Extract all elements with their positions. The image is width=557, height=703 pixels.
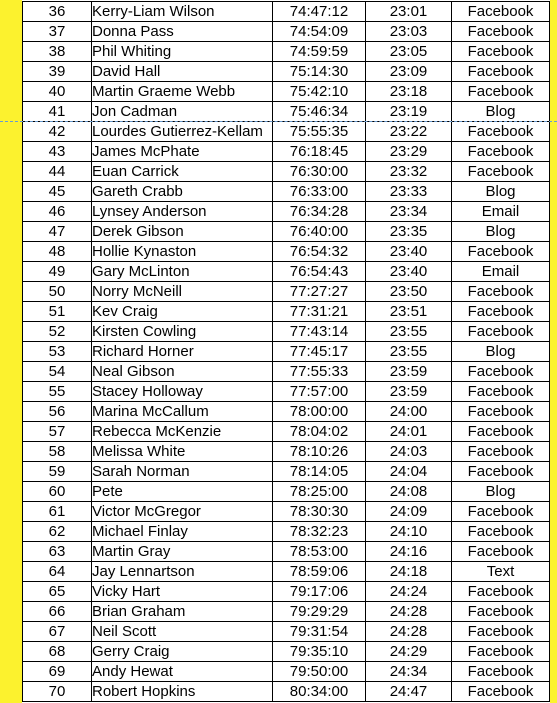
position-cell: 56 [23, 402, 92, 422]
table-row [23, 382, 550, 402]
finish-time-cell: 78:10:26 [273, 442, 366, 462]
source-cell: Facebook [452, 142, 550, 162]
finish-time-cell: 74:54:09 [273, 22, 366, 42]
finish-time-cell: 77:31:21 [273, 302, 366, 322]
pace-cell: 24:28 [366, 602, 452, 622]
source-cell: Facebook [452, 662, 550, 682]
name-cell: Gareth Crabb [92, 182, 273, 202]
pace-cell: 24:34 [366, 662, 452, 682]
pace-cell: 24:28 [366, 622, 452, 642]
name-cell: Vicky Hart [92, 582, 273, 602]
name-cell: James McPhate [92, 142, 273, 162]
source-cell: Facebook [452, 582, 550, 602]
source-cell: Facebook [452, 642, 550, 662]
table-row [23, 442, 550, 462]
table-row [23, 622, 550, 642]
source-cell: Facebook [452, 42, 550, 62]
name-cell: Melissa White [92, 442, 273, 462]
name-cell: Stacey Holloway [92, 382, 273, 402]
position-cell: 43 [23, 142, 92, 162]
finish-time-cell: 77:27:27 [273, 282, 366, 302]
source-cell: Blog [452, 102, 550, 122]
finish-time-cell: 74:47:12 [273, 2, 366, 22]
name-cell: Victor McGregor [92, 502, 273, 522]
pace-cell: 24:16 [366, 542, 452, 562]
finish-time-cell: 75:42:10 [273, 82, 366, 102]
source-cell: Facebook [452, 442, 550, 462]
name-cell: Robert Hopkins [92, 682, 273, 702]
pace-cell: 23:59 [366, 382, 452, 402]
position-cell: 59 [23, 462, 92, 482]
source-cell: Blog [452, 182, 550, 202]
right-yellow-band [550, 0, 557, 703]
name-cell: Richard Horner [92, 342, 273, 362]
finish-time-cell: 78:53:00 [273, 542, 366, 562]
position-cell: 53 [23, 342, 92, 362]
name-cell: David Hall [92, 62, 273, 82]
name-cell: Norry McNeill [92, 282, 273, 302]
source-cell: Facebook [452, 622, 550, 642]
source-cell: Facebook [452, 462, 550, 482]
position-cell: 52 [23, 322, 92, 342]
name-cell: Pete [92, 482, 273, 502]
name-cell: Jay Lennartson [92, 562, 273, 582]
table-row [23, 2, 550, 22]
position-cell: 47 [23, 222, 92, 242]
finish-time-cell: 77:45:17 [273, 342, 366, 362]
finish-time-cell: 76:34:28 [273, 202, 366, 222]
pace-cell: 23:34 [366, 202, 452, 222]
finish-time-cell: 76:54:32 [273, 242, 366, 262]
source-cell: Facebook [452, 362, 550, 382]
source-cell: Blog [452, 222, 550, 242]
position-cell: 45 [23, 182, 92, 202]
source-cell: Facebook [452, 682, 550, 702]
table-row [23, 602, 550, 622]
pace-cell: 24:08 [366, 482, 452, 502]
name-cell: Neal Gibson [92, 362, 273, 382]
pace-cell: 24:24 [366, 582, 452, 602]
name-cell: Gerry Craig [92, 642, 273, 662]
table-row [23, 242, 550, 262]
finish-time-cell: 76:30:00 [273, 162, 366, 182]
position-cell: 44 [23, 162, 92, 182]
table-row [23, 582, 550, 602]
table-row [23, 182, 550, 202]
finish-time-cell: 75:55:35 [273, 122, 366, 142]
name-cell: Jon Cadman [92, 102, 273, 122]
position-cell: 41 [23, 102, 92, 122]
pace-cell: 23:51 [366, 302, 452, 322]
source-cell: Facebook [452, 162, 550, 182]
results-table [22, 1, 550, 702]
source-cell: Facebook [452, 62, 550, 82]
pace-cell: 24:04 [366, 462, 452, 482]
position-cell: 50 [23, 282, 92, 302]
finish-time-cell: 78:59:06 [273, 562, 366, 582]
pace-cell: 23:59 [366, 362, 452, 382]
table-row [23, 282, 550, 302]
position-cell: 70 [23, 682, 92, 702]
pace-cell: 24:09 [366, 502, 452, 522]
name-cell: Lourdes Gutierrez-Kellam [92, 122, 273, 142]
finish-time-cell: 79:50:00 [273, 662, 366, 682]
position-cell: 38 [23, 42, 92, 62]
finish-time-cell: 76:33:00 [273, 182, 366, 202]
table-row [23, 362, 550, 382]
source-cell: Facebook [452, 242, 550, 262]
name-cell: Rebecca McKenzie [92, 422, 273, 442]
name-cell: Michael Finlay [92, 522, 273, 542]
table-row [23, 62, 550, 82]
results-table-body [23, 2, 550, 702]
position-cell: 42 [23, 122, 92, 142]
position-cell: 62 [23, 522, 92, 542]
name-cell: Sarah Norman [92, 462, 273, 482]
table-row [23, 222, 550, 242]
source-cell: Facebook [452, 542, 550, 562]
position-cell: 40 [23, 82, 92, 102]
position-cell: 48 [23, 242, 92, 262]
position-cell: 64 [23, 562, 92, 582]
source-cell: Facebook [452, 502, 550, 522]
source-cell: Email [452, 202, 550, 222]
finish-time-cell: 74:59:59 [273, 42, 366, 62]
table-row [23, 642, 550, 662]
table-row [23, 302, 550, 322]
position-cell: 37 [23, 22, 92, 42]
finish-time-cell: 79:29:29 [273, 602, 366, 622]
pace-cell: 23:40 [366, 242, 452, 262]
name-cell: Andy Hewat [92, 662, 273, 682]
finish-time-cell: 78:04:02 [273, 422, 366, 442]
finish-time-cell: 80:34:00 [273, 682, 366, 702]
finish-time-cell: 75:46:34 [273, 102, 366, 122]
table-row [23, 662, 550, 682]
position-cell: 60 [23, 482, 92, 502]
table-row [23, 102, 550, 122]
table-row [23, 322, 550, 342]
name-cell: Euan Carrick [92, 162, 273, 182]
pace-cell: 23:55 [366, 342, 452, 362]
pace-cell: 23:35 [366, 222, 452, 242]
name-cell: Brian Graham [92, 602, 273, 622]
name-cell: Gary McLinton [92, 262, 273, 282]
pace-cell: 23:05 [366, 42, 452, 62]
source-cell: Blog [452, 482, 550, 502]
table-row [23, 262, 550, 282]
name-cell: Derek Gibson [92, 222, 273, 242]
pace-cell: 24:47 [366, 682, 452, 702]
pace-cell: 24:18 [366, 562, 452, 582]
source-cell: Email [452, 262, 550, 282]
finish-time-cell: 79:31:54 [273, 622, 366, 642]
table-row [23, 502, 550, 522]
name-cell: Marina McCallum [92, 402, 273, 422]
left-yellow-band [0, 0, 22, 703]
table-row [23, 202, 550, 222]
position-cell: 68 [23, 642, 92, 662]
pace-cell: 23:32 [366, 162, 452, 182]
source-cell: Facebook [452, 522, 550, 542]
pace-cell: 23:09 [366, 62, 452, 82]
source-cell: Facebook [452, 22, 550, 42]
source-cell: Facebook [452, 302, 550, 322]
position-cell: 46 [23, 202, 92, 222]
source-cell: Facebook [452, 82, 550, 102]
position-cell: 54 [23, 362, 92, 382]
name-cell: Lynsey Anderson [92, 202, 273, 222]
name-cell: Kerry-Liam Wilson [92, 2, 273, 22]
pace-cell: 23:18 [366, 82, 452, 102]
position-cell: 51 [23, 302, 92, 322]
pace-cell: 23:33 [366, 182, 452, 202]
finish-time-cell: 77:43:14 [273, 322, 366, 342]
name-cell: Kev Craig [92, 302, 273, 322]
pace-cell: 23:22 [366, 122, 452, 142]
pace-cell: 23:01 [366, 2, 452, 22]
table-row [23, 522, 550, 542]
table-row [23, 162, 550, 182]
position-cell: 69 [23, 662, 92, 682]
table-row [23, 482, 550, 502]
source-cell: Facebook [452, 602, 550, 622]
position-cell: 63 [23, 542, 92, 562]
source-cell: Facebook [452, 382, 550, 402]
position-cell: 39 [23, 62, 92, 82]
pace-cell: 23:03 [366, 22, 452, 42]
source-cell: Facebook [452, 122, 550, 142]
table-row [23, 342, 550, 362]
source-cell: Text [452, 562, 550, 582]
source-cell: Facebook [452, 322, 550, 342]
page-break-line [0, 121, 557, 122]
finish-time-cell: 79:35:10 [273, 642, 366, 662]
table-row [23, 422, 550, 442]
finish-time-cell: 78:00:00 [273, 402, 366, 422]
name-cell: Martin Graeme Webb [92, 82, 273, 102]
finish-time-cell: 78:14:05 [273, 462, 366, 482]
pace-cell: 23:19 [366, 102, 452, 122]
name-cell: Kirsten Cowling [92, 322, 273, 342]
position-cell: 66 [23, 602, 92, 622]
table-row [23, 402, 550, 422]
pace-cell: 24:29 [366, 642, 452, 662]
position-cell: 58 [23, 442, 92, 462]
name-cell: Martin Gray [92, 542, 273, 562]
table-row [23, 22, 550, 42]
pace-cell: 23:40 [366, 262, 452, 282]
source-cell: Blog [452, 342, 550, 362]
finish-time-cell: 78:32:23 [273, 522, 366, 542]
pace-cell: 23:29 [366, 142, 452, 162]
finish-time-cell: 75:14:30 [273, 62, 366, 82]
position-cell: 49 [23, 262, 92, 282]
pace-cell: 23:50 [366, 282, 452, 302]
finish-time-cell: 77:57:00 [273, 382, 366, 402]
finish-time-cell: 78:25:00 [273, 482, 366, 502]
name-cell: Hollie Kynaston [92, 242, 273, 262]
pace-cell: 23:55 [366, 322, 452, 342]
position-cell: 67 [23, 622, 92, 642]
finish-time-cell: 77:55:33 [273, 362, 366, 382]
pace-cell: 24:03 [366, 442, 452, 462]
position-cell: 36 [23, 2, 92, 22]
pace-cell: 24:01 [366, 422, 452, 442]
source-cell: Facebook [452, 422, 550, 442]
position-cell: 61 [23, 502, 92, 522]
table-row [23, 542, 550, 562]
table-row [23, 122, 550, 142]
table-row [23, 142, 550, 162]
table-row [23, 82, 550, 102]
name-cell: Donna Pass [92, 22, 273, 42]
finish-time-cell: 76:40:00 [273, 222, 366, 242]
table-row [23, 462, 550, 482]
source-cell: Facebook [452, 282, 550, 302]
position-cell: 55 [23, 382, 92, 402]
table-row [23, 682, 550, 702]
table-row [23, 562, 550, 582]
position-cell: 57 [23, 422, 92, 442]
pace-cell: 24:00 [366, 402, 452, 422]
name-cell: Phil Whiting [92, 42, 273, 62]
finish-time-cell: 79:17:06 [273, 582, 366, 602]
position-cell: 65 [23, 582, 92, 602]
table-row [23, 42, 550, 62]
pace-cell: 24:10 [366, 522, 452, 542]
source-cell: Facebook [452, 2, 550, 22]
finish-time-cell: 76:54:43 [273, 262, 366, 282]
source-cell: Facebook [452, 402, 550, 422]
finish-time-cell: 76:18:45 [273, 142, 366, 162]
finish-time-cell: 78:30:30 [273, 502, 366, 522]
name-cell: Neil Scott [92, 622, 273, 642]
